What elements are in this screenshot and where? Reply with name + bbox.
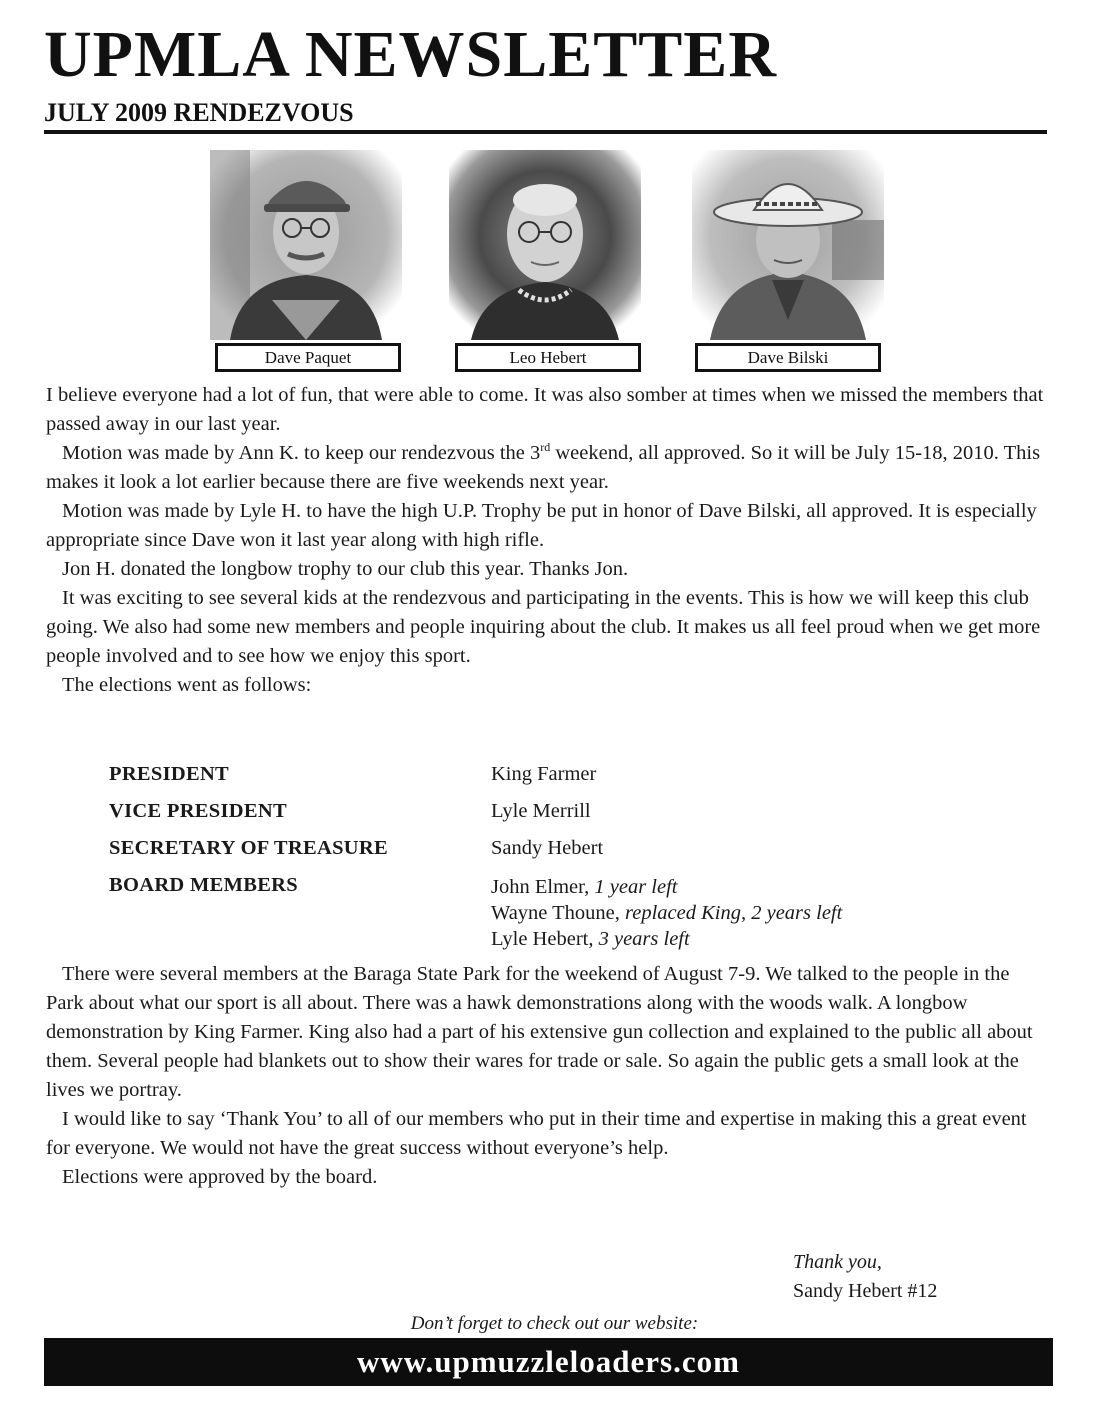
portrait-man-bald-icon [449,150,641,340]
website-link[interactable]: www.upmuzzleloaders.com [44,1338,1053,1386]
officer-name: Sandy Hebert [491,837,604,859]
office-label: PRESIDENT [109,763,230,785]
board-member: John Elmer, 1 year left [491,876,678,898]
article-paragraph: The elections went as follows: [62,674,312,696]
article-paragraph: Motion was made by Ann K. to keep our rendezvous the 3rd weekend, all approved. So it will be July 15-18, 2010. This makes it look a lot earlier because there are five weekends next year. [46,440,1041,493]
election-row [109,874,1009,950]
office-label: BOARD MEMBERS [109,874,298,896]
article-paragraph: I would like to say ‘Thank You’ to all of our members who put in their time and expertise in making this a great event for everyone. We would not have the great success without everyone’s help. [46,1108,1027,1159]
article-paragraph: It was exciting to see several kids at the rendezvous and participating in the events. This is how we will keep this club going. We also had some new members and people inquiring about the club. It makes us all feel proud when we get more people involved and to see how we enjoy this sport. [46,587,1041,667]
portrait-man-wide-hat-icon [692,150,884,340]
office-label: SECRETARY OF TREASURE [109,837,388,859]
signature: Sandy Hebert #12 [793,1280,938,1302]
elections-table [109,763,1009,950]
article-paragraph: I believe everyone had a lot of fun, that were able to come. It was also somber at times when we missed the members that passed away in our last year. [46,384,1044,435]
photo-caption: Dave Bilski [695,343,881,372]
article-paragraph: Motion was made by Lyle H. to have the high U.P. Trophy be put in honor of Dave Bilski, all approved. It is especially appropriate since Dave won it last year along with high rifle. [46,500,1037,551]
election-row [109,837,1009,874]
photo-caption: Dave Paquet [215,343,401,372]
election-row [109,800,1009,837]
photo-caption: Leo Hebert [455,343,641,372]
article-paragraph: There were several members at the Baraga State Park for the weekend of August 7-9. We talked to the people in the Park about what our sport is all about. There was a hawk demonstrations along with the woods walk. A longbow demonstration by King Farmer. King also had a part of his extensive gun collection and explained to the public all about them. Several people had blankets out to show their wares for trade or sale. So again the public gets a small look at the lives we portray. [46,963,1033,1101]
election-row [109,763,1009,800]
board-members-list [491,874,842,952]
office-label: VICE PRESIDENT [109,800,287,822]
website-reminder: Don’t forget to check out our website: [410,1313,699,1334]
newsletter-title: UPMLA NEWSLETTER [44,18,777,91]
newsletter-subtitle: JULY 2009 RENDEZVOUS [44,98,354,127]
signoff [793,1248,937,1306]
officer-name: Lyle Merrill [491,800,591,822]
closing-text: Thank you, [793,1251,882,1273]
header-rule [44,130,1047,134]
article-body-top [46,381,1048,700]
article-body-bottom [46,960,1048,1192]
board-member: Lyle Hebert, 3 years left [491,928,690,950]
article-paragraph: Elections were approved by the board. [62,1166,378,1188]
board-member: Wayne Thoune, replaced King, 2 years left [491,902,843,924]
officer-name: King Farmer [491,763,597,785]
portrait-man-cap-icon [210,150,402,340]
article-paragraph: Jon H. donated the longbow trophy to our club this year. Thanks Jon. [62,558,629,580]
